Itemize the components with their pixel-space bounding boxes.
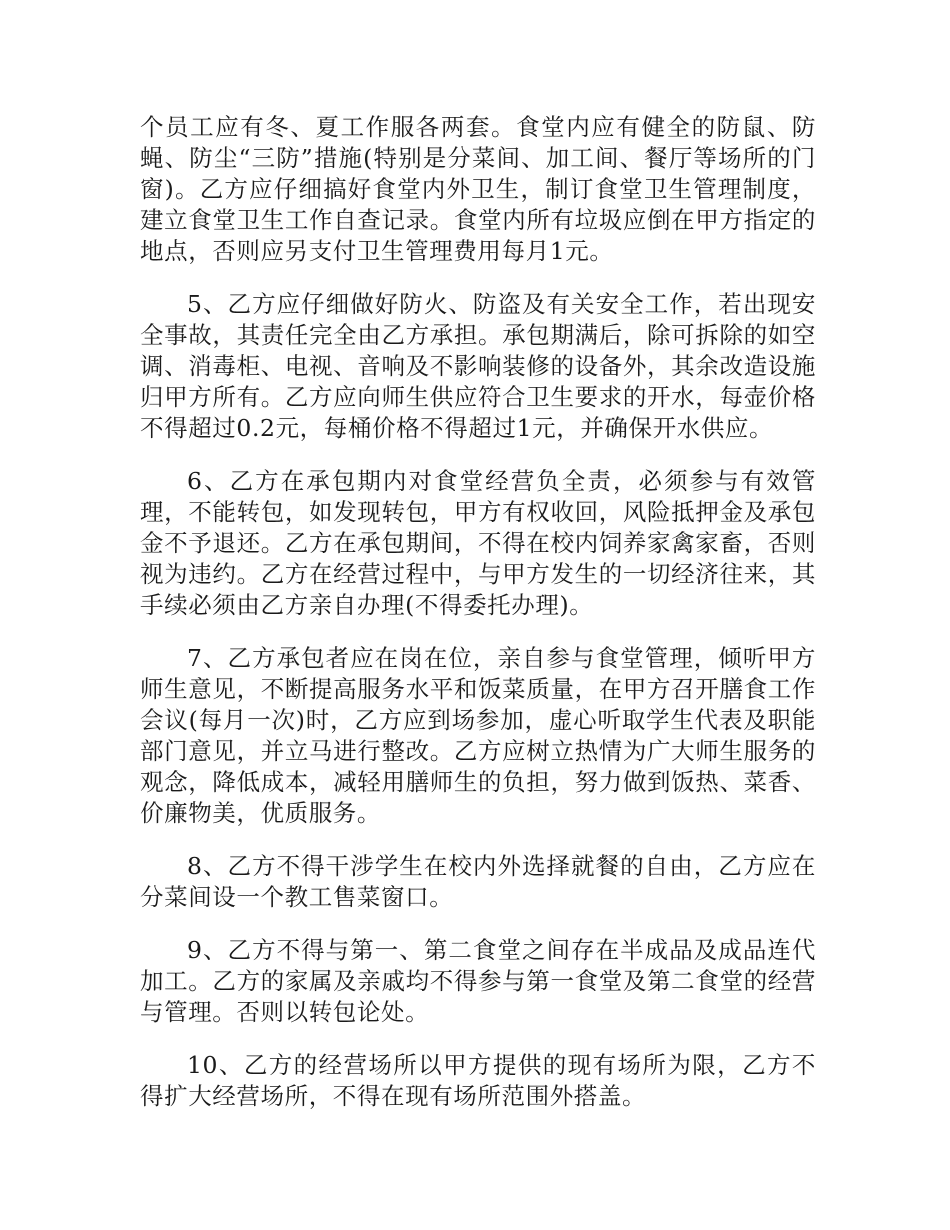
paragraph-clause-10: 10、乙方的经营场所以甲方提供的现有场所为限，乙方不得扩大经营场所，不得在现有场所范围外搭盖。 (140, 1051, 816, 1110)
paragraph-clause-9: 9、乙方不得与第一、第二食堂之间存在半成品及成品连代加工。乙方的家属及亲戚均不得参与第一食堂及第二食堂的经营与管理。否则以转包论处。 (140, 936, 816, 1026)
paragraph-clause-5: 5、乙方应仔细做好防火、防盗及有关安全工作，若出现安全事故，其责任完全由乙方承担。承包期满后，除可拆除的如空调、消毒柜、电视、音响及不影响装修的设备外，其余改造设施归甲方所有。乙方应向师生供应符合卫生要求的开水，每壶价格不得超过0.2元，每桶价格不得超过1元，并确保开水供应。 (140, 290, 816, 442)
document-body (140, 112, 816, 1134)
paragraph-clause-7: 7、乙方承包者应在岗在位，亲自参与食堂管理，倾听甲方师生意见，不断提高服务水平和饭菜质量，在甲方召开膳食工作会议(每月一次)时，乙方应到场参加，虚心听取学生代表及职能部门意见，并立马进行整改。乙方应树立热情为广大师生服务的观念，降低成本，减轻用膳师生的负担，努力做到饭热、菜香、价廉物美，优质服务。 (140, 644, 816, 827)
paragraph-clause-8: 8、乙方不得干涉学生在校内外选择就餐的自由，乙方应在分菜间设一个教工售菜窗口。 (140, 852, 816, 911)
paragraph-continuation: 个员工应有冬、夏工作服各两套。食堂内应有健全的防鼠、防蝇、防尘“三防”措施(特别是分菜间、加工间、餐厅等场所的门窗)。乙方应仔细搞好食堂内外卫生，制订食堂卫生管理制度，建立食堂卫生工作自查记录。食堂内所有垃圾应倒在甲方指定的地点，否则应另支付卫生管理费用每月1元。 (140, 113, 816, 265)
paragraph-clause-6: 6、乙方在承包期内对食堂经营负全责，必须参与有效管理，不能转包，如发现转包，甲方有权收回，风险抵押金及承包金不予退还。乙方在承包期间，不得在校内饲养家禽家畜，否则视为违约。乙方在经营过程中，与甲方发生的一切经济往来，其手续必须由乙方亲自办理(不得委托办理)。 (140, 467, 816, 619)
